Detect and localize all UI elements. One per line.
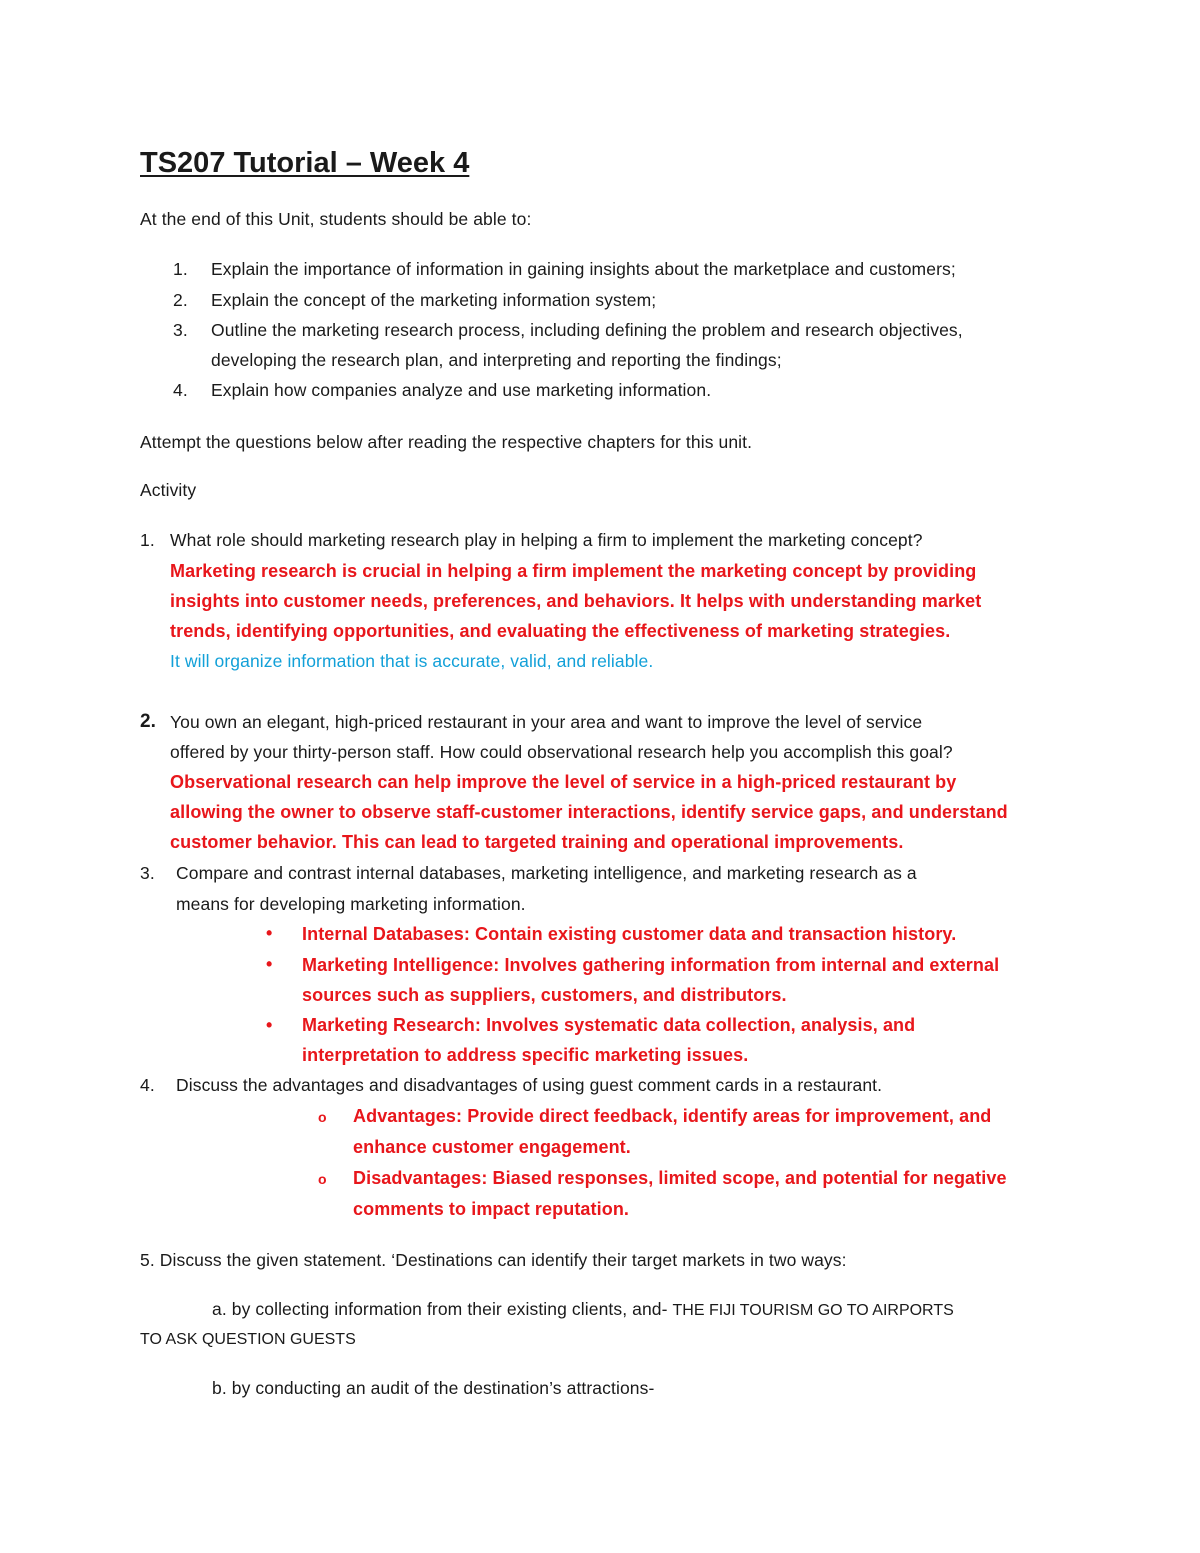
objective-number: 1. — [173, 259, 188, 279]
objective-number: 2. — [173, 290, 188, 310]
question-number: 3. — [140, 863, 155, 883]
bullet-text: interpretation to address specific marketing issues. — [302, 1045, 749, 1065]
objective-number: 3. — [173, 320, 188, 340]
handwritten-note: THE FIJI TOURISM GO TO AIRPORTS — [672, 1302, 954, 1319]
objective-text: Explain the importance of information in gaining insights about the marketplace and customers; — [211, 259, 956, 279]
question-text: 5. Discuss the given statement. ‘Destinations can identify their target markets in two ways: — [140, 1250, 847, 1270]
option-text: b. by conducting an audit of the destination’s attractions- — [212, 1378, 655, 1398]
bullet-text: enhance customer engagement. — [353, 1137, 631, 1157]
bullet-text: Advantages: Provide direct feedback, identify areas for improvement, and — [353, 1106, 992, 1126]
question-text: offered by your thirty-person staff. How could observational research help you accomplish this goal? — [170, 742, 953, 762]
question-number: 1. — [140, 530, 155, 550]
objective-text: developing the research plan, and interpreting and reporting the findings; — [211, 350, 782, 370]
bullet-text: comments to impact reputation. — [353, 1199, 630, 1219]
answer-note: It will organize information that is accurate, valid, and reliable. — [170, 651, 654, 671]
question-text: You own an elegant, high-priced restaurant in your area and want to improve the level of service — [170, 712, 923, 732]
option-text: a. by collecting information from their existing clients, and- — [212, 1299, 673, 1319]
answer-text: Marketing research is crucial in helping a firm implement the marketing concept by providing — [170, 561, 977, 581]
question-number: 2. — [140, 711, 157, 732]
circle-bullet-icon: o — [318, 1109, 327, 1125]
bullet-icon: • — [266, 954, 273, 974]
objective-number: 4. — [173, 380, 188, 400]
bullet-icon: • — [266, 1015, 273, 1035]
answer-text: insights into customer needs, preferences, and behaviors. It helps with understanding market — [170, 591, 982, 611]
question-text: means for developing marketing information. — [176, 894, 526, 914]
objective-text: Explain the concept of the marketing information system; — [211, 290, 657, 310]
question-text: Discuss the advantages and disadvantages of using guest comment cards in a restaurant. — [176, 1075, 883, 1095]
instruction-text: Attempt the questions below after reading the respective chapters for this unit. — [140, 432, 753, 452]
answer-line — [212, 1298, 954, 1322]
page-title: TS207 Tutorial – Week 4 — [140, 147, 470, 179]
answer-text: Observational research can help improve the level of service in a high-priced restaurant by — [170, 772, 957, 792]
bullet-text: Marketing Research: Involves systematic data collection, analysis, and — [302, 1015, 916, 1035]
question-number: 4. — [140, 1075, 155, 1095]
bullet-text: sources such as suppliers, customers, and distributors. — [302, 985, 787, 1005]
bullet-text: Disadvantages: Biased responses, limited scope, and potential for negative — [353, 1168, 1007, 1188]
objective-text: Outline the marketing research process, including defining the problem and research objectives, — [211, 320, 963, 340]
question-text: What role should marketing research play in helping a firm to implement the marketing concept? — [170, 530, 923, 550]
question-text: Compare and contrast internal databases, marketing intelligence, and marketing research as a — [176, 863, 917, 883]
bullet-text: Marketing Intelligence: Involves gathering information from internal and external — [302, 955, 1000, 975]
answer-text: trends, identifying opportunities, and evaluating the effectiveness of marketing strategies. — [170, 621, 951, 641]
intro-text: At the end of this Unit, students should be able to: — [140, 209, 532, 229]
answer-text: customer behavior. This can lead to targeted training and operational improvements. — [170, 832, 904, 852]
answer-text: allowing the owner to observe staff-customer interactions, identify service gaps, and understand — [170, 802, 1008, 822]
handwritten-note: TO ASK QUESTION GUESTS — [140, 1331, 356, 1348]
bullet-text: Internal Databases: Contain existing customer data and transaction history. — [302, 924, 957, 944]
bullet-icon: • — [266, 923, 273, 943]
objective-text: Explain how companies analyze and use marketing information. — [211, 380, 712, 400]
activity-label: Activity — [140, 480, 197, 500]
circle-bullet-icon: o — [318, 1171, 327, 1187]
